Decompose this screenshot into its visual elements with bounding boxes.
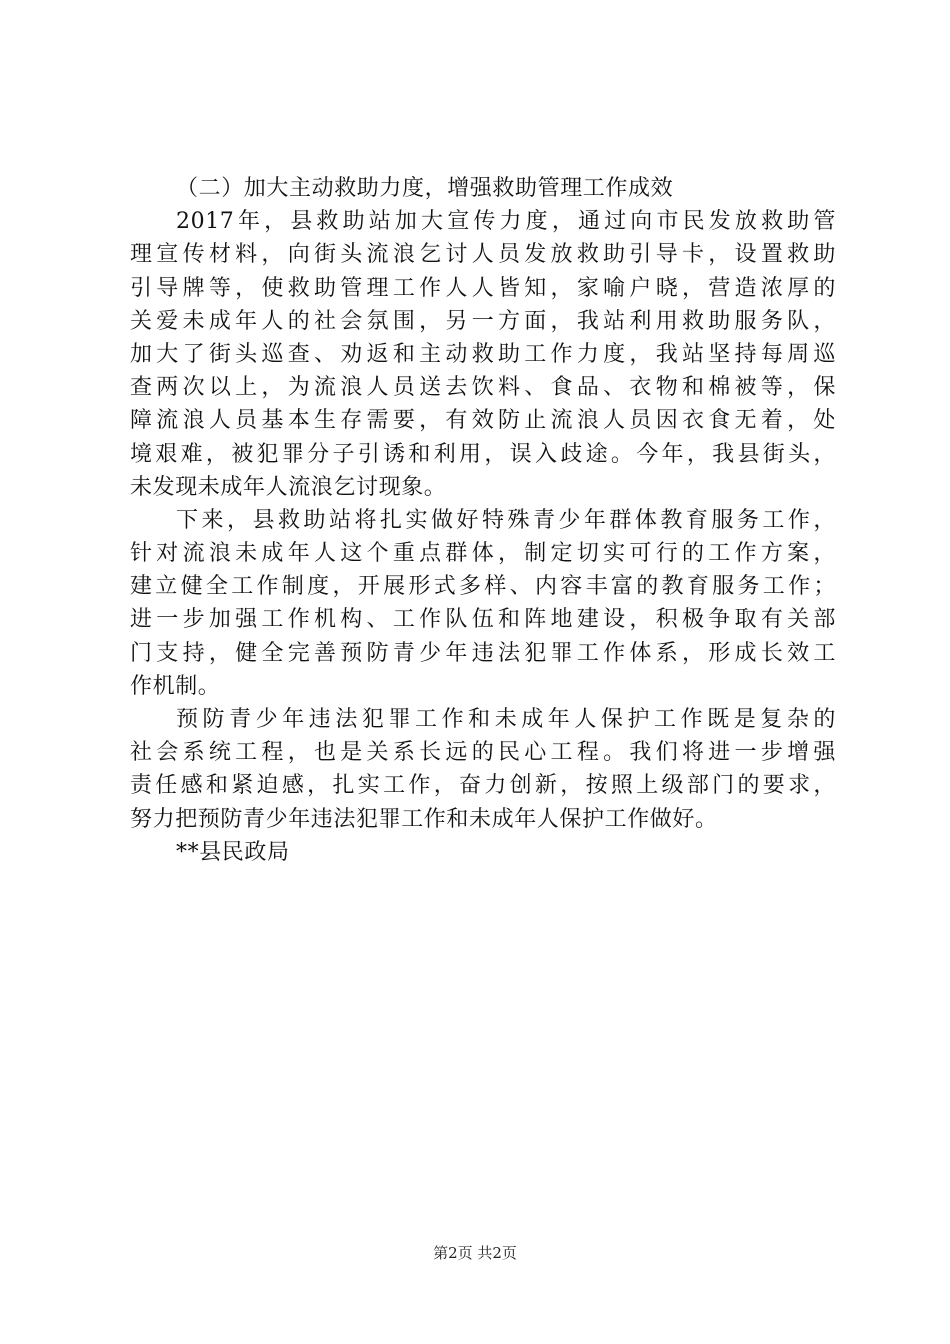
paragraph-line: 针对流浪未成年人这个重点群体，制定切实可行的工作方案， (130, 541, 836, 567)
paragraph-line: 障流浪人员基本生存需要，有效防止流浪人员因衣食无着，处 (130, 408, 836, 434)
page-footer: 第2页 共2页 (433, 1244, 517, 1262)
paragraph-line: 理宣传材料，向街头流浪乞讨人员发放救助引导卡，设置救助 (130, 242, 836, 268)
paragraph-line: 门支持，健全完善预防青少年违法犯罪工作体系，形成长效工 (130, 640, 836, 666)
signature: **县民政局 (176, 839, 290, 865)
paragraph-3 (130, 703, 836, 836)
paragraph-line: 引导牌等，使救助管理工作人人皆知，家喻户晓，营造浓厚的 (130, 275, 836, 301)
paragraph-line: 2017年，县救助站加大宣传力度，通过向市民发放救助管 (176, 209, 836, 235)
paragraph-line: 未发现未成年人流浪乞讨现象。 (130, 474, 447, 500)
paragraph-line: 作机制。 (130, 673, 221, 699)
document-body (130, 172, 836, 869)
paragraph-1 (130, 205, 836, 504)
section-heading: （二）加大主动救助力度，增强救助管理工作成效 (176, 176, 674, 201)
paragraph-2 (130, 504, 836, 703)
paragraph-line: 进一步加强工作机构、工作队伍和阵地建设，积极争取有关部 (130, 607, 836, 633)
paragraph-line: 境艰难，被犯罪分子引诱和利用，误入歧途。今年，我县街头， (130, 441, 836, 467)
paragraph-line: 建立健全工作制度，开展形式多样、内容丰富的教育服务工作； (130, 574, 836, 600)
paragraph-line: 加大了街头巡查、劝返和主动救助工作力度，我站坚持每周巡 (130, 341, 836, 367)
paragraph-line: 社会系统工程，也是关系长远的民心工程。我们将进一步增强 (130, 740, 836, 766)
paragraph-line: 责任感和紧迫感，扎实工作，奋力创新，按照上级部门的要求， (130, 773, 836, 799)
paragraph-line: 关爱未成年人的社会氛围，另一方面，我站利用救助服务队， (130, 308, 836, 334)
paragraph-line: 预防青少年违法犯罪工作和未成年人保护工作既是复杂的 (176, 707, 836, 732)
paragraph-line: 努力把预防青少年违法犯罪工作和未成年人保护工作做好。 (130, 806, 718, 832)
paragraph-line: 查两次以上，为流浪人员送去饮料、食品、衣物和棉被等，保 (130, 375, 836, 401)
paragraph-line: 下来，县救助站将扎实做好特殊青少年群体教育服务工作， (176, 507, 836, 533)
